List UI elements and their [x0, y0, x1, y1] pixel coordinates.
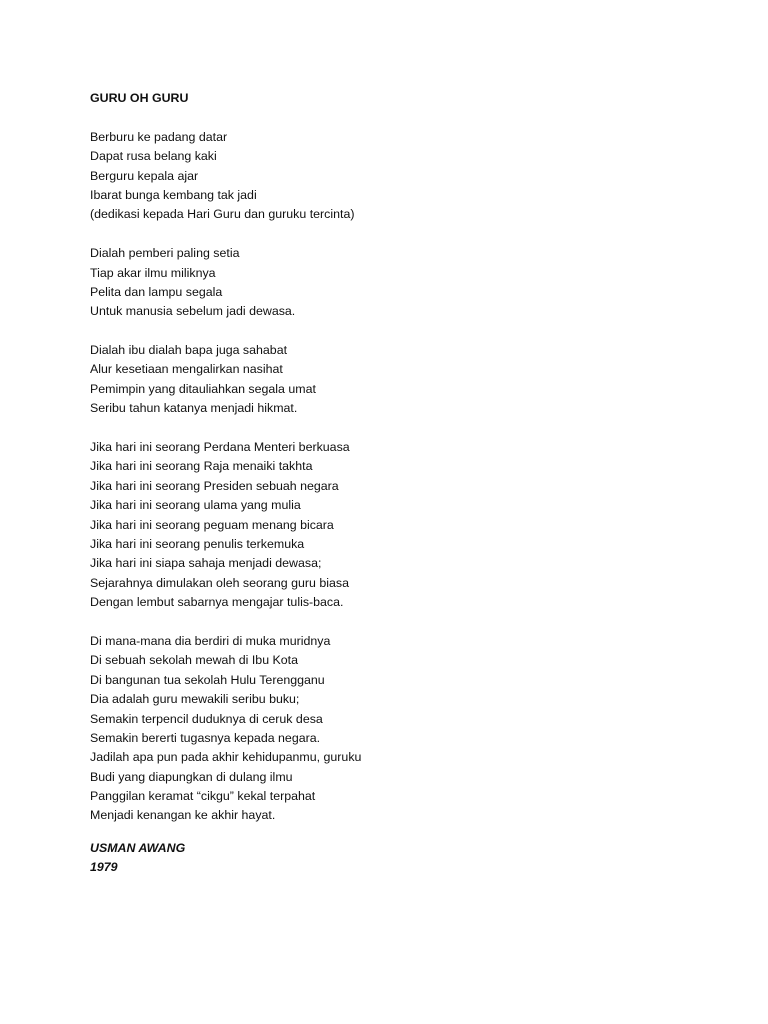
poem-line: Berguru kepala ajar	[90, 168, 199, 183]
poem-line: Budi yang diapungkan di dulang ilmu	[90, 769, 293, 784]
poem-line: Jika hari ini seorang ulama yang mulia	[90, 498, 301, 513]
poem-line: Dia adalah guru mewakili seribu buku;	[90, 692, 300, 707]
poem-line: Berburu ke padang datar	[90, 129, 228, 144]
poem-line: Jika hari ini seorang Perdana Menteri berkuasa	[90, 440, 350, 455]
poem-line: Jika hari ini seorang penulis terkemuka	[90, 536, 305, 551]
poem-year: 1979	[90, 860, 118, 875]
poem-line: Menjadi kenangan ke akhir hayat.	[90, 808, 276, 823]
poem-line: Alur kesetiaan mengalirkan nasihat	[90, 362, 283, 377]
poem-line: Di sebuah sekolah mewah di Ibu Kota	[90, 653, 299, 668]
poem-line: Panggilan keramat “cikgu” kekal terpahat	[90, 789, 316, 804]
poem-line: Untuk manusia sebelum jadi dewasa.	[90, 304, 296, 319]
poem-line: Jika hari ini seorang Presiden sebuah negara	[90, 478, 339, 493]
poem-line: Di bangunan tua sekolah Hulu Terengganu	[90, 672, 325, 687]
poem-line: Semakin bererti tugasnya kepada negara.	[90, 730, 321, 745]
poem-line: Di mana-mana dia berdiri di muka muridnya	[90, 633, 331, 648]
dedication-line: (dedikasi kepada Hari Guru dan guruku tercinta)	[90, 207, 355, 222]
poem-page	[90, 89, 730, 878]
poem-line: Tiap akar ilmu miliknya	[90, 265, 216, 280]
poem-line: Sejarahnya dimulakan oleh seorang guru biasa	[90, 575, 349, 590]
poem-line: Jika hari ini siapa sahaja menjadi dewasa;	[90, 556, 322, 571]
poem-line: Jadilah apa pun pada akhir kehidupanmu, guruku	[90, 750, 362, 765]
poem-line: Dapat rusa belang kaki	[90, 149, 217, 164]
stanza-3	[90, 341, 730, 419]
poem-title: GURU OH GURU	[90, 91, 189, 105]
poem-line: Jika hari ini seorang peguam menang bicara	[90, 517, 334, 532]
poem-line: Dialah pemberi paling setia	[90, 246, 240, 261]
poem-line: Dengan lembut sabarnya mengajar tulis-baca.	[90, 595, 344, 610]
stanza-2	[90, 244, 730, 322]
poem-line: Seribu tahun katanya menjadi hikmat.	[90, 401, 298, 416]
stanza-5	[90, 632, 730, 826]
poem-line: Ibarat bunga kembang tak jadi	[90, 187, 257, 202]
poem-line: Pemimpin yang ditauliahkan segala umat	[90, 381, 316, 396]
poem-line: Semakin terpencil duduknya di ceruk desa	[90, 711, 323, 726]
stanza-4	[90, 438, 730, 613]
stanza-1	[90, 128, 730, 225]
poem-line: Dialah ibu dialah bapa juga sahabat	[90, 343, 288, 358]
poem-author: USMAN AWANG	[90, 840, 186, 855]
poem-line: Pelita dan lampu segala	[90, 284, 223, 299]
poem-line: Jika hari ini seorang Raja menaiki takhta	[90, 459, 313, 474]
